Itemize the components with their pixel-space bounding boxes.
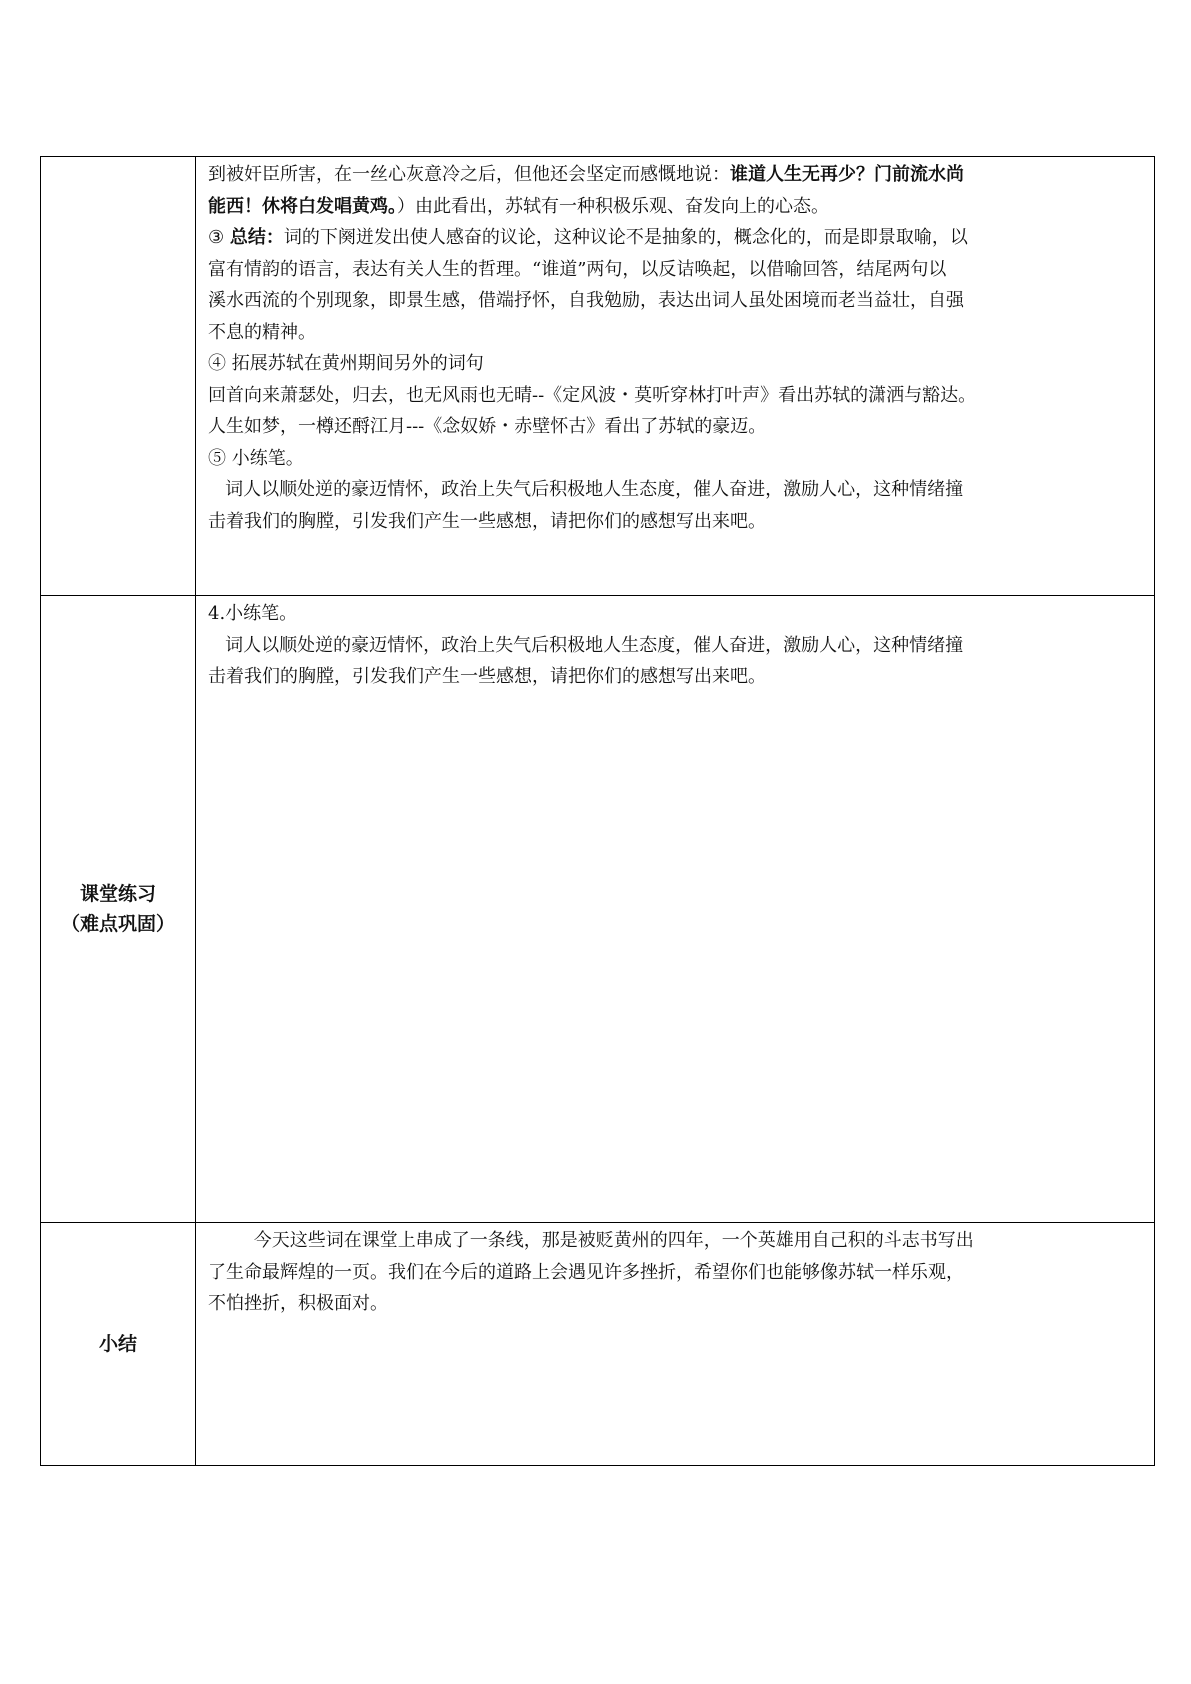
label-line: 小结 <box>98 1333 137 1355</box>
text-line: 溪水西流的个别现象，即景生感，借端抒怀，自我勉励，表达出词人虽处困境而老当益壮，自强 <box>208 290 964 311</box>
text-line: 富有情韵的语言，表达有关人生的哲理。“谁道”两句，以反诘唤起，以借喻回答，结尾两句以 <box>208 258 947 280</box>
text-line: 不息的精神。 <box>208 321 316 343</box>
lesson-plan-table <box>40 156 1155 1466</box>
text-line: 了生命最辉煌的一页。我们在今后的道路上会遇见许多挫折，希望你们也能够像苏轼一样乐观， <box>208 1261 964 1283</box>
table-row <box>41 596 1155 1223</box>
table-row <box>41 157 1155 596</box>
row-label-empty <box>41 157 196 596</box>
text-line: 词人以顺处逆的豪迈情怀，政治上失气后积极地人生态度，催人奋进，激励人心，这种情绪撞 <box>208 634 964 656</box>
label-line: 课堂练习 <box>79 883 156 905</box>
practice-content-cell <box>196 596 1155 1223</box>
text-line: 到被奸臣所害，在一丝心灰意冷之后，但他还会坚定而感慨地说：谁道人生无再少？门前流水尚 <box>208 164 964 185</box>
text-line: 不怕挫折，积极面对。 <box>208 1293 388 1314</box>
text-line: ③ 总结：词的下阕迸发出使人感奋的议论，这种议论不是抽象的，概念化的，而是即景取喻，以 <box>208 227 968 248</box>
analysis-content-cell <box>196 157 1155 596</box>
text-line: 词人以顺处逆的豪迈情怀，政治上失气后积极地人生态度，催人奋进，激励人心，这种情绪撞 <box>208 479 964 500</box>
text-line: 今天这些词在课堂上串成了一条线，那是被贬黄州的四年，一个英雄用自己积的斗志书写出 <box>208 1230 974 1251</box>
text-line: 人生如梦，一樽还酹江月---《念奴娇・赤壁怀古》看出了苏轼的豪迈。 <box>208 416 767 437</box>
text-line: ④ 拓展苏轼在黄州期间另外的词句 <box>208 353 484 374</box>
summary-content-cell <box>196 1223 1155 1466</box>
label-line: （难点巩固） <box>60 913 175 935</box>
text-line: 4.小练笔。 <box>208 603 298 624</box>
text-line: 击着我们的胸膛，引发我们产生一些感想，请把你们的感想写出来吧。 <box>208 510 766 532</box>
row-label-classroom-practice <box>41 596 196 1223</box>
row-label-summary <box>41 1223 196 1466</box>
text-line: 回首向来萧瑟处，归去，也无风雨也无晴--《定风波・莫听穿林打叶声》看出苏轼的潇洒与豁达。 <box>208 384 977 406</box>
text-line: ⑤ 小练笔。 <box>208 447 304 469</box>
text-line: 能西！休将白发唱黄鸡。）由此看出，苏轼有一种积极乐观、奋发向上的心态。 <box>208 195 829 217</box>
text-line: 击着我们的胸膛，引发我们产生一些感想，请把你们的感想写出来吧。 <box>208 666 766 687</box>
table-row <box>41 1223 1155 1466</box>
